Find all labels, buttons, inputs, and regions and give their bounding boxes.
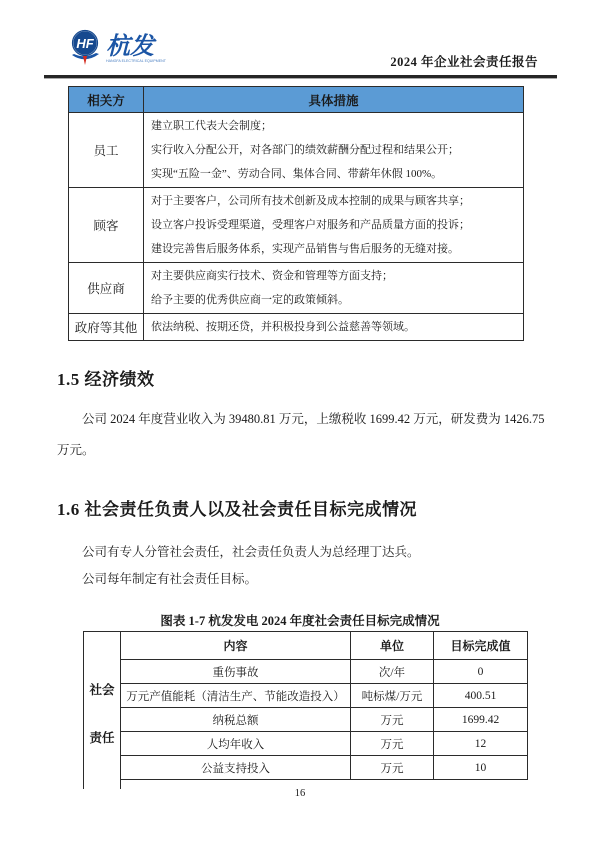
goal-value: 12 [434, 732, 528, 756]
logo-hf-icon [70, 29, 188, 73]
measure-line: 建立职工代表大会制度； [151, 120, 272, 132]
section-1-5-paragraph [57, 404, 547, 466]
paragraph-line: 公司每年制定有社会责任目标。 [82, 572, 258, 586]
measure-line: 给予主要的优秀供应商一定的政策倾斜。 [151, 294, 349, 306]
goal-content: 纳税总额 [121, 708, 351, 732]
col-header-unit: 单位 [351, 632, 434, 660]
measure-line: 建设完善售后服务体系，实现产品销售与售后服务的无缝对接。 [151, 243, 459, 255]
table-row [84, 660, 528, 684]
goal-completion-table [83, 631, 528, 780]
paragraph-line: 万元。 [57, 443, 95, 457]
measure-line: 对主要供应商实行技术、资金和管理等方面支持； [151, 270, 393, 282]
measure-line: 设立客户投诉受理渠道，受理客户对服务和产品质量方面的投诉； [151, 219, 470, 231]
party-label: 员工 [69, 113, 144, 188]
table-row [69, 314, 524, 341]
table-row [84, 684, 528, 708]
table-row [69, 188, 524, 263]
goal-value: 1699.42 [434, 708, 528, 732]
header-divider [44, 75, 557, 79]
goal-unit: 次/年 [351, 660, 434, 684]
table-row [69, 263, 524, 314]
table-header-row [69, 87, 524, 113]
svg-text:HF: HF [76, 36, 94, 51]
goal-value: 0 [434, 660, 528, 684]
section-heading-1-5: 1.5 经济绩效 [57, 370, 155, 389]
goal-unit: 万元 [351, 708, 434, 732]
goal-content: 重伤事故 [121, 660, 351, 684]
section-1-6-paragraphs [57, 539, 547, 593]
party-label: 供应商 [69, 263, 144, 314]
measure-line: 实行收入分配公开，对各部门的绩效薪酬分配过程和结果公开； [151, 144, 459, 156]
report-header-title: 2024 年企业社会责任报告 [390, 55, 538, 69]
row-group-label: 社会 [89, 682, 115, 697]
stakeholder-measures-table [68, 86, 524, 341]
goal-table-caption: 图表 1-7 杭发发电 2024 年度社会责任目标完成情况 [160, 614, 440, 628]
paragraph-line: 公司有专人分管社会责任，社会责任负责人为总经理丁达兵。 [82, 545, 420, 559]
col-header-value: 目标完成值 [434, 632, 528, 660]
goal-content: 人均年收入 [121, 732, 351, 756]
party-label: 政府等其他 [69, 314, 144, 341]
row-group-label: 责任 [89, 730, 115, 745]
logo-brand-text: 杭发 [106, 34, 154, 60]
measure-line: 实现“五险一金”、劳动合同、集体合同、带薪年休假 100%。 [151, 168, 443, 180]
goal-unit: 吨标煤/万元 [351, 684, 434, 708]
party-label: 顾客 [69, 188, 144, 263]
logo-subtext: HANGFA ELECTRICAL EQUIPMENT [106, 59, 166, 63]
row-group-cell [84, 632, 121, 780]
measure-line: 对于主要客户，公司所有技术创新及成本控制的成果与顾客共享； [151, 195, 470, 207]
paragraph-line: 公司 2024 年度营业收入为 39480.81 万元，上缴税收 1699.42 万元，研发费为 1426.75 [82, 412, 545, 426]
section-heading-1-6: 1.6 社会责任负责人以及社会责任目标完成情况 [57, 500, 417, 519]
table-header-row [84, 632, 528, 660]
goal-content: 万元产值能耗（清洁生产、节能改造投入） [121, 684, 351, 708]
company-logo [70, 29, 188, 73]
table-row [84, 708, 528, 732]
table-row [69, 113, 524, 188]
measure-line: 依法纳税、按期还贷，并积极投身到公益慈善等领域。 [151, 321, 415, 333]
goal-unit: 万元 [351, 732, 434, 756]
goal-value: 400.51 [434, 684, 528, 708]
goal-table-wrapper [83, 631, 527, 780]
col-header-party: 相关方 [69, 87, 144, 113]
goal-unit: 万元 [351, 756, 434, 780]
goal-value: 10 [434, 756, 528, 780]
table-row [84, 732, 528, 756]
goal-content: 公益支持投入 [121, 756, 351, 780]
col-header-measures: 具体措施 [144, 87, 524, 113]
page-number: 16 [294, 788, 306, 799]
col-header-content: 内容 [121, 632, 351, 660]
table-row [84, 756, 528, 780]
